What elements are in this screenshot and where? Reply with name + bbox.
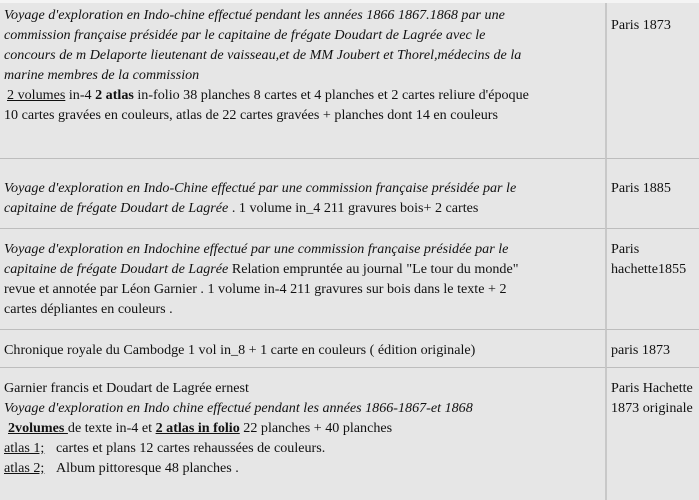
- row3-description-line2: cartes dépliantes en couleurs .: [4, 301, 173, 317]
- table-row: [0, 229, 605, 330]
- row1-description: [4, 85, 599, 105]
- row1-atlas: 2 atlas: [95, 87, 134, 103]
- table-row: [0, 3, 605, 159]
- row5-volumes: 2volumes: [8, 420, 68, 436]
- row3-title-end: capitaine de frégate Doudart de Lagrée: [4, 261, 229, 277]
- row1-title-line: marine membres de la commission: [4, 67, 200, 83]
- row2-description: . 1 volume in_4 211 gravures bois+ 2 cartes: [228, 200, 479, 216]
- row3-relation: Relation empruntée au journal "Le tour du monde": [228, 261, 519, 277]
- row5-title: Voyage d'exploration en Indo chine effectué pendant les années 1866-1867-et 1868: [4, 400, 473, 416]
- row3-description: revue et annotée par Léon Garnier . 1 volume in-4 211 gravures sur bois dans le texte + 2: [4, 281, 507, 297]
- row1-volumes: 2 volumes: [7, 87, 66, 103]
- row4-text: Chronique royale du Cambodge 1 vol in_8 + 1 carte en couleurs ( édition originale): [4, 342, 476, 358]
- row1-place-text: Paris 1873: [611, 17, 671, 33]
- row5-place: [605, 368, 699, 500]
- row2-place-text: Paris 1885: [611, 180, 671, 196]
- row1-title-line: commission française présidée par le capitaine de frégate Doudart de Lagrée avec le: [4, 27, 486, 43]
- row5-plates: 22 planches + 40 planches: [239, 420, 393, 436]
- row2-title-end: capitaine de frégate Doudart de Lagrée: [4, 200, 229, 216]
- table-row: [0, 159, 605, 229]
- row3-place-publisher: hachette1855: [611, 261, 687, 277]
- row5-place-date: 1873 originale: [611, 400, 693, 416]
- row3-title-line: Voyage d'exploration en Indochine effectué par une commission française présidée par le: [4, 241, 509, 257]
- row5-format: de texte in-4 et: [67, 420, 156, 436]
- atlas2-label: atlas 2;: [4, 460, 45, 476]
- atlas1-label: atlas 1;: [4, 440, 45, 456]
- row1-description-line2: 10 cartes gravées en couleurs, atlas de 22 cartes gravées + planches dont 14 en couleurs: [4, 107, 498, 123]
- table-row: [0, 368, 605, 500]
- row4-place-text: paris 1873: [611, 342, 671, 358]
- row1-format: in-4: [65, 87, 96, 103]
- row1-title-line: Voyage d'exploration en Indo-chine effectué pendant les années 1866 1867.1868 par une: [4, 7, 505, 23]
- row1-title-line: concours de m Delaporte lieutenant de vaisseau,et de MM Joubert et Thorel,médecins de la: [4, 47, 522, 63]
- row2-title-line2: [4, 198, 599, 218]
- row2-title-line: Voyage d'exploration en Indo-Chine effectué par une commission française présidée par le: [4, 180, 517, 196]
- row5-atlas2: [4, 458, 599, 478]
- row5-place-city: Paris Hachette: [611, 380, 693, 396]
- row3-title-line2: [4, 259, 599, 279]
- row2-place: [605, 159, 699, 229]
- row3-place-city: Paris: [611, 241, 640, 257]
- row1-plates: in-folio 38 planches 8 cartes et 4 planches et 2 cartes reliure d'époque: [133, 87, 529, 103]
- row4-place: [605, 330, 699, 368]
- atlas2-text: Album pittoresque 48 planches .: [56, 460, 239, 476]
- row5-atlas1: [4, 438, 599, 458]
- row5-authors: Garnier francis et Doudart de Lagrée ernest: [4, 380, 249, 396]
- atlas1-text: cartes et plans 12 cartes rehaussées de couleurs.: [56, 440, 326, 456]
- table-row: [0, 330, 605, 368]
- row5-atlas: 2 atlas in folio: [155, 420, 240, 436]
- row3-place: [605, 229, 699, 330]
- row1-place: [605, 3, 699, 159]
- row5-description: [4, 418, 599, 438]
